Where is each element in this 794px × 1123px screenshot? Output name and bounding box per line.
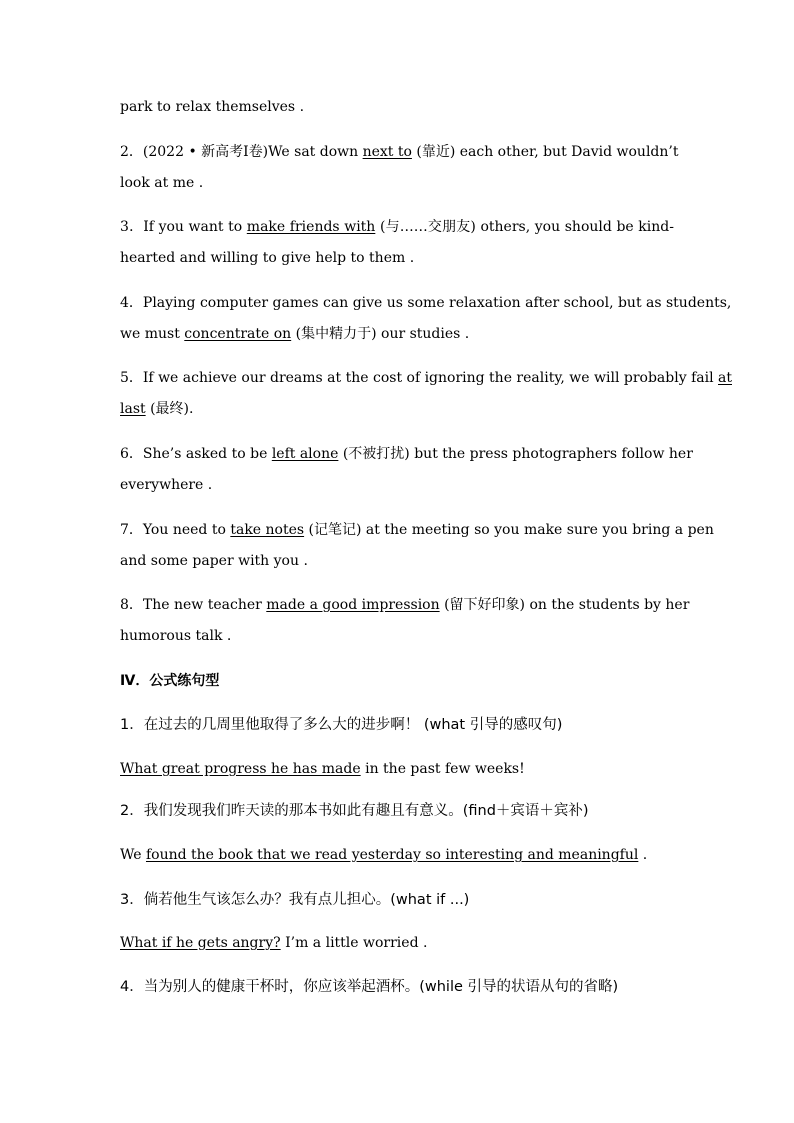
item-3 bbox=[120, 218, 674, 236]
text: 4．当为别人的健康干杯时，你应该举起酒杯。(while 引导的状语从句的省略) bbox=[120, 979, 619, 995]
item-2-cont bbox=[120, 174, 674, 192]
answer-underline: concentrate on bbox=[184, 326, 292, 342]
heading-text: Ⅳ．公式练句型 bbox=[120, 673, 220, 689]
line-park bbox=[120, 98, 674, 116]
text: (不被打扰) but the press photographers follow her bbox=[338, 446, 693, 462]
item-4 bbox=[120, 294, 732, 312]
text: (最终). bbox=[145, 401, 194, 417]
text: (留下好印象) on the students by her bbox=[439, 597, 690, 613]
item-6 bbox=[120, 445, 693, 463]
item-3-cont bbox=[120, 249, 674, 267]
answer-underline: left alone bbox=[271, 446, 339, 462]
answer-underline: make friends with bbox=[246, 219, 376, 235]
text: I’m a little worried . bbox=[280, 935, 428, 951]
answer-underline: next to bbox=[362, 144, 412, 160]
answer-underline: at bbox=[718, 370, 732, 386]
sentence-3-prompt bbox=[120, 891, 674, 909]
sentence-2-prompt bbox=[120, 802, 674, 820]
sentence-1-prompt bbox=[120, 716, 674, 734]
item-5-cont bbox=[120, 400, 674, 418]
text: (与……交朋友) others, you should be kind- bbox=[375, 219, 674, 235]
item-5 bbox=[120, 369, 732, 387]
text: 2．(2022 • 新高考Ⅰ卷)We sat down bbox=[120, 144, 363, 160]
text: in the past few weeks! bbox=[360, 761, 525, 777]
answer-underline: take notes bbox=[230, 522, 305, 538]
answer-underline: last bbox=[120, 401, 146, 417]
text: . bbox=[638, 847, 648, 863]
text: (集中精力于) our studies . bbox=[291, 326, 470, 342]
sentence-2-answer bbox=[120, 846, 674, 864]
text: hearted and willing to give help to them . bbox=[120, 250, 415, 266]
text: 1．在过去的几周里他取得了多么大的进步啊！ (what 引导的感叹句) bbox=[120, 717, 563, 733]
text: 4．Playing computer games can give us some relaxation after school, but as students, bbox=[120, 295, 732, 311]
item-2 bbox=[120, 143, 679, 161]
text: 3．If you want to bbox=[120, 219, 247, 235]
text: and some paper with you . bbox=[120, 553, 308, 569]
item-8-cont bbox=[120, 627, 674, 645]
answer-underline: made a good impression bbox=[266, 597, 440, 613]
item-7-cont bbox=[120, 552, 674, 570]
answer-underline: What if he gets angry? bbox=[120, 935, 281, 951]
sentence-1-answer bbox=[120, 760, 674, 778]
text: 5．If we achieve our dreams at the cost of ignoring the reality, we will probably fail bbox=[120, 370, 719, 386]
text: look at me . bbox=[120, 175, 204, 191]
text: park to relax themselves . bbox=[120, 99, 305, 115]
sentence-3-answer bbox=[120, 934, 674, 952]
answer-underline: What great progress he has made bbox=[120, 761, 361, 777]
item-4-cont bbox=[120, 325, 674, 343]
text: 6．She’s asked to be bbox=[120, 446, 272, 462]
item-7 bbox=[120, 521, 714, 539]
text: humorous talk . bbox=[120, 628, 232, 644]
text: 7．You need to bbox=[120, 522, 231, 538]
text: everywhere . bbox=[120, 477, 213, 493]
section-heading bbox=[120, 672, 674, 690]
text: (靠近) each other, but David wouldn’t bbox=[411, 144, 679, 160]
item-8 bbox=[120, 596, 690, 614]
sentence-4-prompt bbox=[120, 978, 674, 996]
text: we must bbox=[120, 326, 185, 342]
answer-underline: found the book that we read yesterday so interesting and meaningful bbox=[145, 847, 639, 863]
text: 2．我们发现我们昨天读的那本书如此有趣且有意义。(find＋宾语＋宾补) bbox=[120, 803, 589, 819]
text: 8．The new teacher bbox=[120, 597, 267, 613]
item-6-cont bbox=[120, 476, 674, 494]
text: (记笔记) at the meeting so you make sure you bring a pen bbox=[304, 522, 714, 538]
text: 3．倘若他生气该怎么办？我有点儿担心。(what if ...) bbox=[120, 892, 470, 908]
text: We bbox=[120, 847, 146, 863]
